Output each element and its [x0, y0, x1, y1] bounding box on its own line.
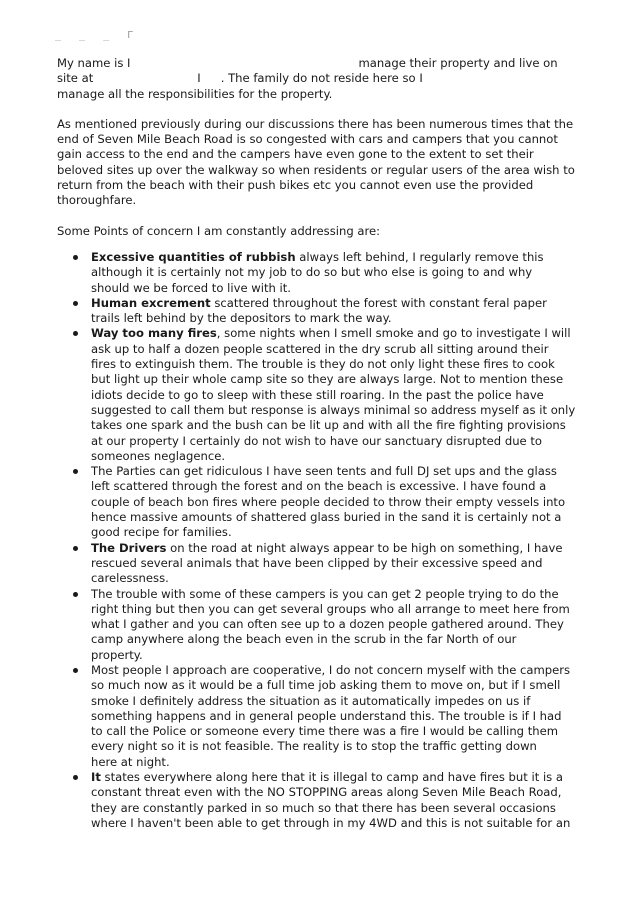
bullet-line: good recipe for families.: [91, 525, 232, 540]
bullet-first-line: [91, 770, 577, 785]
bullet-line: they are constantly parked in so much so that there has been several occasions: [91, 800, 556, 815]
bullet-line: rescued several animals that have been clipped by their excessive speed and: [91, 555, 543, 570]
concerns-list: [57, 250, 577, 831]
bullet-dot-icon: [73, 301, 78, 306]
bullet-line: ask up to half a dozen people scattered in the dry scrub all sitting around their: [91, 341, 549, 356]
bullet-first-line: [91, 250, 577, 265]
bullet-line: constant threat even with the NO STOPPING areas along Seven Mile Beach Road,: [91, 785, 562, 800]
bullet-dot-icon: [73, 469, 78, 474]
bullet-item-fires: [57, 326, 577, 464]
bullet-line: hence massive amounts of shattered glass buried in the sand it is certainly not a: [91, 510, 562, 525]
bullet-text: always left behind, I regularly remove this: [295, 249, 544, 264]
bullet-first-line: [91, 663, 577, 678]
paragraph-line: beloved sites up over the walkway so when residents or regular users of the area wish to: [57, 162, 575, 177]
intro-manage-text: manage their property and live on: [358, 56, 558, 70]
bullet-line: someones neglagence.: [91, 448, 226, 463]
bullet-dot-icon: [73, 331, 78, 336]
bullet-line: property.: [91, 647, 143, 662]
bullet-line: camp anywhere along the beach even in the scrub in the far North of our: [91, 632, 517, 647]
bullet-line: fires to extinguish them. The trouble is they do not only light these fires to cook: [91, 357, 555, 372]
bullet-text: The Parties can get ridiculous I have seen tents and full DJ set ups and the glass: [91, 464, 557, 479]
bullet-line: idiots decide to go to sleep with these still roaring. In the past the police have: [91, 387, 544, 402]
bullet-text: , some nights when I smell smoke and go to investigate I will: [216, 326, 571, 341]
concerns-intro: Some Points of concern I am constantly addressing are:: [57, 223, 381, 238]
bullet-line: should we be forced to live with it.: [91, 280, 291, 295]
bullet-first-line: [91, 296, 577, 311]
bullet-line: where I haven't been able to get through in my 4WD and this is not suitable for an: [91, 815, 571, 830]
paragraph-gap: [57, 209, 577, 224]
paragraph-gap: [57, 102, 577, 117]
bullet-item-no-stopping: [57, 770, 577, 831]
bullet-dot-icon: [73, 546, 78, 551]
bullet-item-parties: [57, 464, 577, 540]
bullet-item-excrement: [57, 296, 577, 327]
bullet-line: carelessness.: [91, 571, 169, 586]
bullet-line: so much now as it would be a full time job asking them to move on, but if I smell: [91, 678, 561, 693]
paragraph-line: As mentioned previously during our discussions there has been numerous times that the: [57, 116, 574, 131]
intro-site-text: site at: [57, 71, 94, 86]
bullet-text: scattered throughout the forest with constant feral paper: [210, 295, 547, 310]
bullet-first-line: [91, 464, 577, 479]
bullet-text: states everywhere along here that it is illegal to camp and have fires but it is a: [100, 770, 563, 785]
bullet-line: but light up their whole camp site so they are always large. Not to mention these: [91, 372, 564, 387]
paragraph-line: return from the beach with their push bikes etc you cannot even use the provided: [57, 178, 534, 193]
bullet-first-line: [91, 326, 577, 341]
bullet-dot-icon: [73, 775, 78, 780]
bullet-heading: Excessive quantities of rubbish: [91, 249, 296, 264]
bullet-heading: The Drivers: [91, 540, 167, 555]
bullet-first-line: [91, 587, 577, 602]
scan-marks: _ _ _ Г: [55, 30, 140, 41]
intro-site-mark: I: [197, 71, 201, 86]
paragraph-access: [57, 117, 577, 209]
intro-line-3: manage all the responsibilities for the property.: [57, 86, 333, 101]
bullet-line: suggested to call them but response is always minimal so address myself as it only: [91, 402, 576, 417]
bullet-text: The trouble with some of these campers is you can get 2 people trying to do the: [91, 586, 559, 601]
bullet-line: at our property I certainly do not wish to have our sanctuary disrupted due to: [91, 433, 543, 448]
bullet-line: smoke I definitely address the situation as it automatically impedes on us if: [91, 693, 531, 708]
bullet-line: left scattered through the forest and on the beach is excessive. I have found a: [91, 479, 547, 494]
bullet-item-cooperative: [57, 663, 577, 770]
intro-name-text: My name is I: [57, 56, 131, 70]
intro-line-1: [57, 56, 577, 71]
bullet-text: on the road at night always appear to be high on something, I have: [166, 540, 563, 555]
paragraph-line: gain access to the end and the campers have even gone to the extent to set their: [57, 147, 534, 162]
bullet-first-line: [91, 541, 577, 556]
bullet-line: every night so it is not feasible. The reality is to stop the traffic getting down: [91, 739, 537, 754]
bullet-line: takes one spark and the bush can be lit up and with all the fire fighting provisions: [91, 418, 566, 433]
bullet-line: something happens and in general people understand this. The trouble is if I had: [91, 708, 562, 723]
bullet-heading: Human excrement: [91, 295, 211, 310]
letter-body: [57, 56, 577, 831]
bullet-item-drivers: [57, 541, 577, 587]
intro-family-text: . The family do not reside here so I: [220, 71, 423, 86]
bullet-dot-icon: [73, 255, 78, 260]
bullet-line: to call the Police or someone every time there was a fire I would be calling them: [91, 724, 559, 739]
bullet-line: couple of beach bon fires where people decided to throw their empty vessels into: [91, 494, 566, 509]
paragraph-line: end of Seven Mile Beach Road is so congested with cars and campers that you cannot: [57, 132, 558, 147]
bullet-dot-icon: [73, 668, 78, 673]
bullet-line: right thing but then you can get several groups who all arrange to meet here from: [91, 601, 570, 616]
bullet-item-campers: [57, 587, 577, 663]
bullet-item-rubbish: [57, 250, 577, 296]
bullet-line: trails left behind by the depositors to mark the way.: [91, 311, 392, 326]
bullet-heading: It: [91, 770, 101, 785]
paragraph-line: thoroughfare.: [57, 193, 137, 208]
bullet-line: here at night.: [91, 754, 170, 769]
bullet-dot-icon: [73, 592, 78, 597]
bullet-heading: Way too many fires: [91, 326, 217, 341]
bullet-line: what I gather and you can often see up to a dozen people gathered around. They: [91, 617, 564, 632]
bullet-line: although it is certainly not my job to do so but who else is going to and why: [91, 265, 533, 280]
paragraph-gap: [57, 239, 577, 250]
intro-line-2: [57, 71, 577, 86]
bullet-text: Most people I approach are cooperative, I do not concern myself with the campers: [91, 662, 571, 677]
